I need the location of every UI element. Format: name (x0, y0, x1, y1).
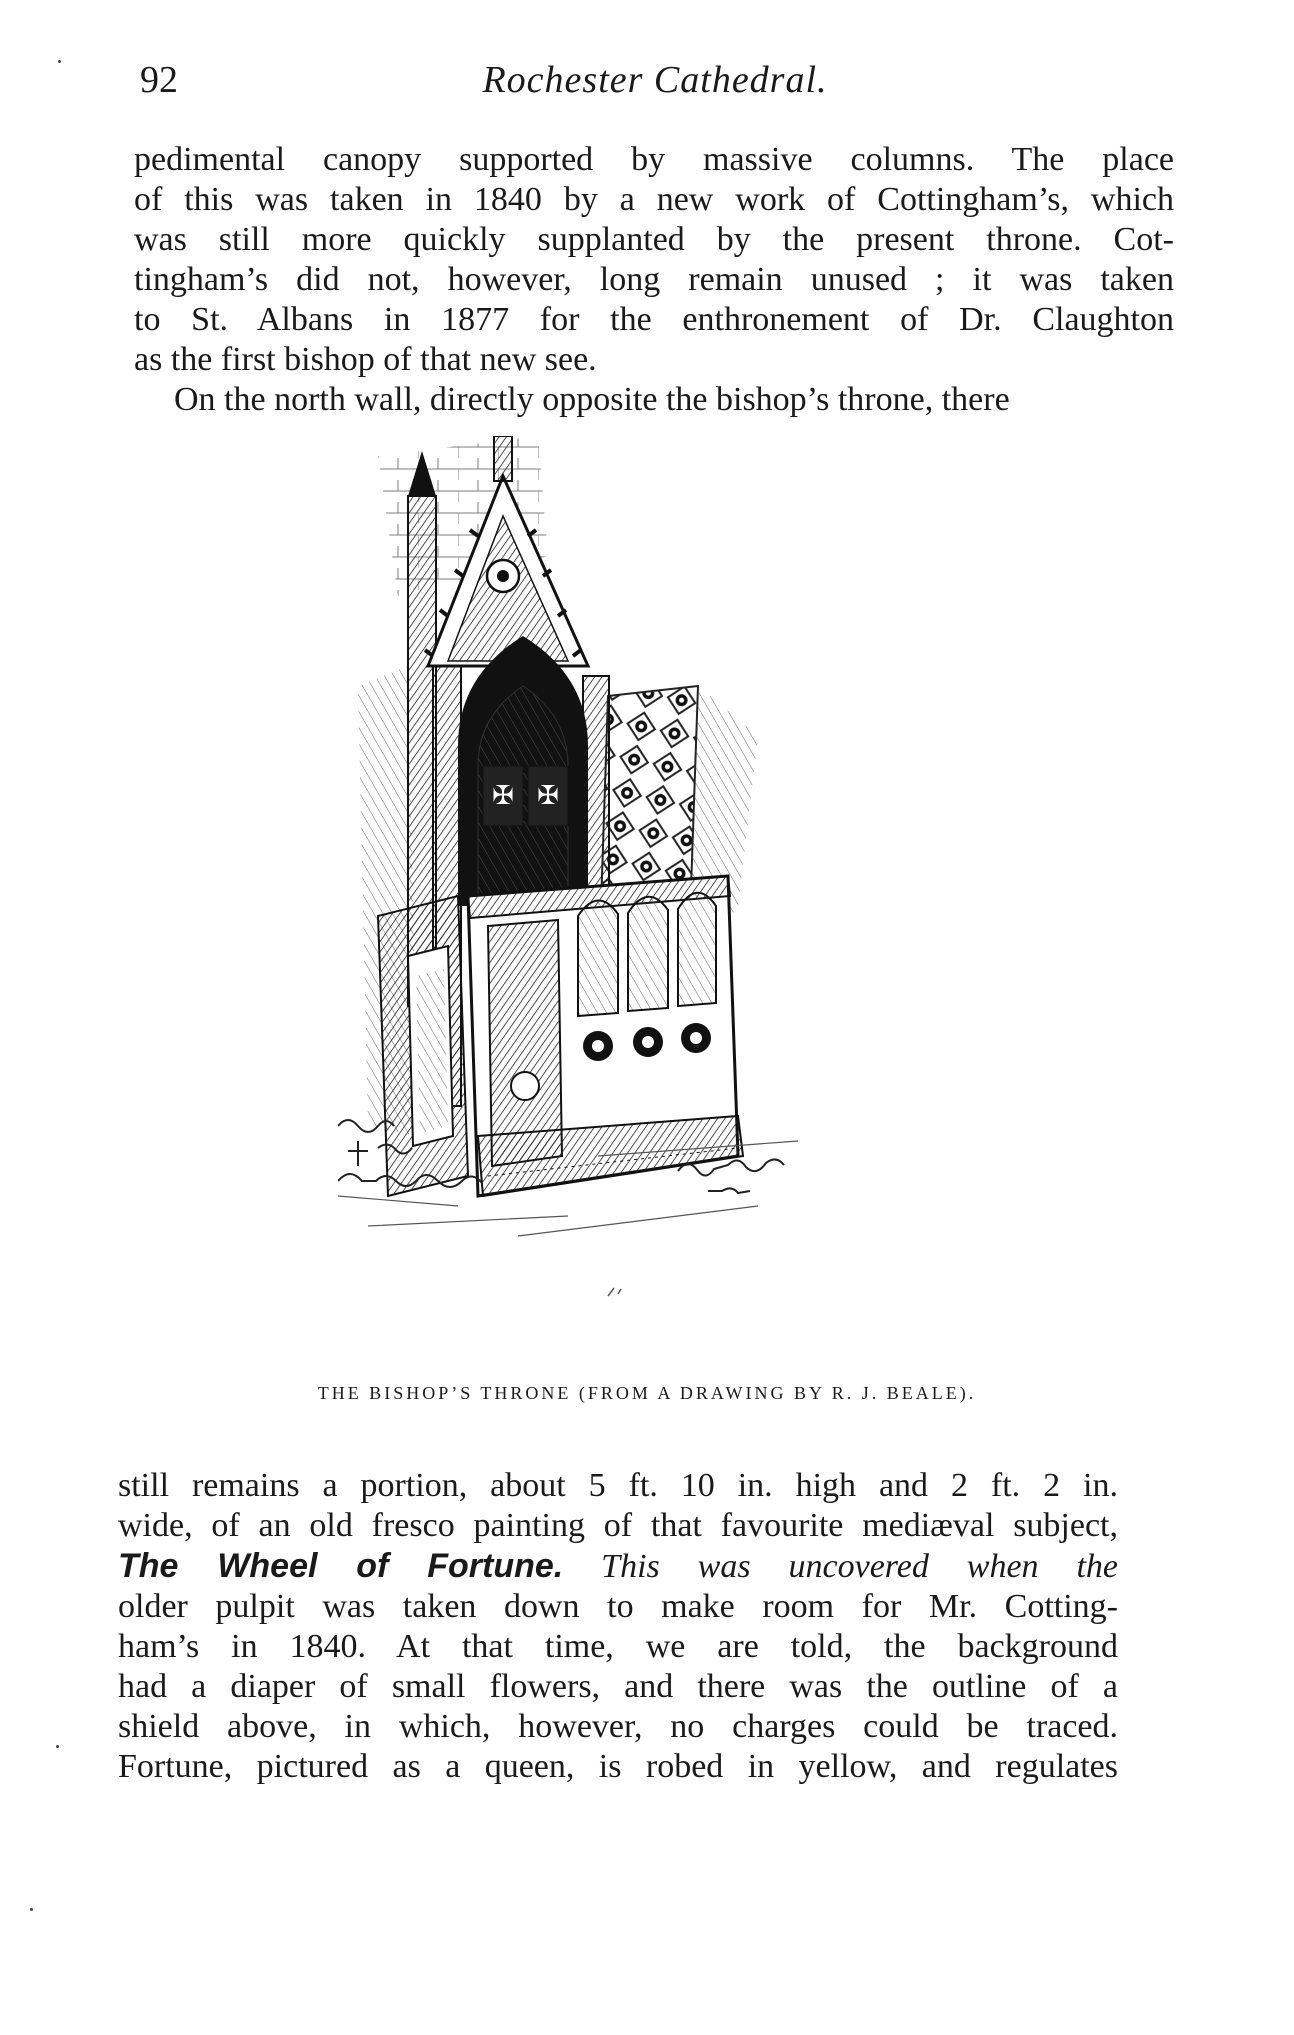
svg-text:✠: ✠ (537, 781, 559, 811)
text-line (118, 1546, 1118, 1587)
paragraph-3 (118, 1466, 1118, 1787)
text-line: On the north wall, directly opposite the bishop’s throne, there (174, 381, 1010, 418)
text-line: had a diaper of small flowers, and there was the outline of a (118, 1668, 1118, 1705)
bishops-throne-illustration (338, 436, 898, 1346)
scan-speck (58, 60, 61, 63)
text-line: pedimental canopy supported by massive columns. The place (134, 141, 1174, 178)
front-arcade (578, 893, 716, 1016)
text-line: as the first bishop of that new see. (134, 341, 597, 378)
paragraph-2 (134, 380, 1174, 420)
text-line: wide, of an old fresco painting of that favourite mediæval subject, (118, 1507, 1118, 1544)
page-number: 92 (140, 59, 178, 101)
text-line: to St. Albans in 1877 for the enthronement of Dr. Claughton (134, 301, 1174, 338)
figure-caption: THE BISHOP’S THRONE (FROM A DRAWING BY R. J. BEALE). (317, 1383, 977, 1403)
scan-speck (56, 1745, 59, 1748)
text-line: was still more quickly supplanted by the present throne. Cot- (134, 221, 1174, 258)
text-line: Fortune, pictured as a queen, is robed in yellow, and regulates (118, 1748, 1118, 1785)
text-line: still remains a portion, about 5 ft. 10 in. high and 2 ft. 2 in. (118, 1467, 1118, 1504)
scan-speck (30, 1908, 33, 1911)
text-line: tingham’s did not, however, long remain unused ; it was taken (134, 261, 1174, 298)
running-title: Rochester Cathedral. (482, 59, 828, 101)
fresco-title: The Wheel of Fortune. (118, 1547, 564, 1585)
svg-text:✠: ✠ (492, 781, 514, 811)
paragraph-1 (134, 140, 1174, 380)
text-italic: This was uncovered when the (601, 1548, 1118, 1585)
text-line: shield above, in which, however, no charges could be traced. (118, 1708, 1118, 1745)
side-door-carving (416, 969, 448, 1133)
text-line: ham’s in 1840. At that time, we are told, the background (118, 1628, 1118, 1665)
gable-rosette-center (497, 570, 509, 582)
throne-drawing (338, 436, 898, 1346)
central-spire (494, 436, 512, 481)
text-line: older pulpit was taken down to make room for Mr. Cotting- (118, 1588, 1118, 1625)
front-door (488, 920, 562, 1166)
page-header (130, 58, 1180, 108)
text-line: of this was taken in 1840 by a new work of Cottingham’s, which (134, 181, 1174, 218)
